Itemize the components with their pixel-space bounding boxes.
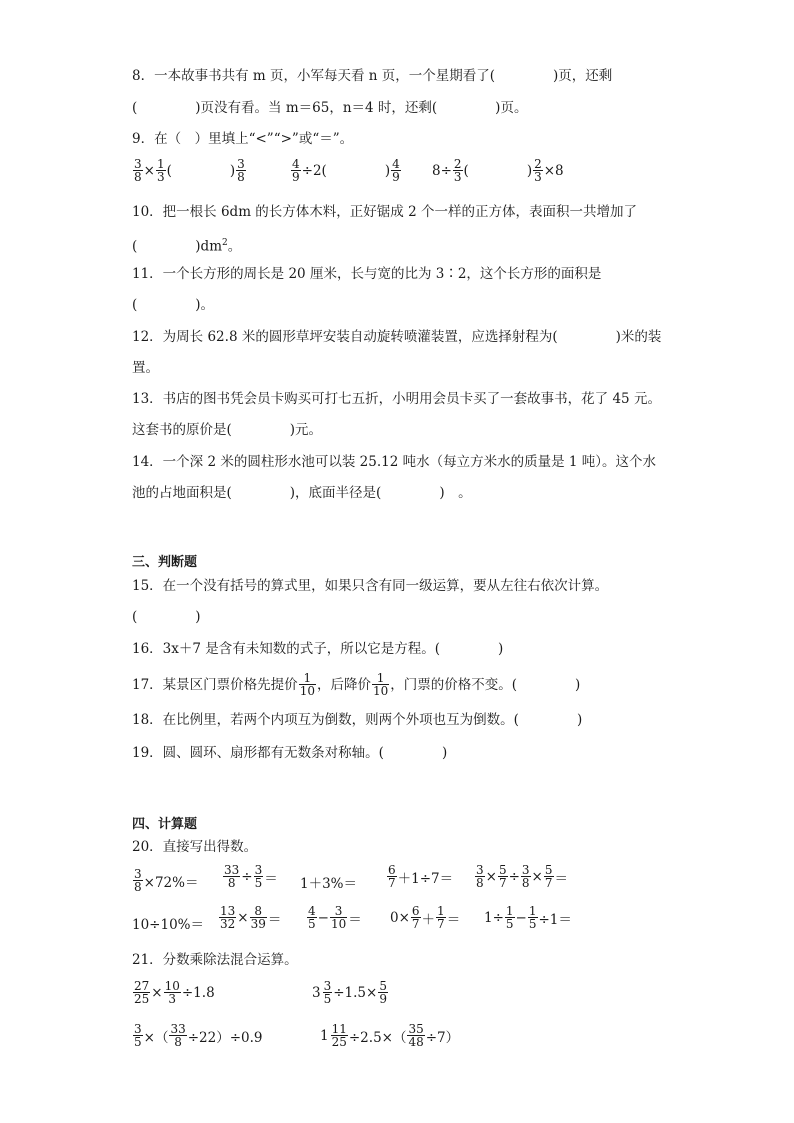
fraction: $\frac{3}{10}$ <box>330 904 347 931</box>
q9-item-3: 8÷ $\frac{2}{3}$ ( ) $\frac{2}{3}$ ×8 <box>432 157 564 184</box>
calc-9: 0× $\frac{6}{7}$ ＋ $\frac{1}{7}$ ＝ <box>390 904 461 931</box>
fraction: $\frac{10}{3}$ <box>164 979 180 1006</box>
fraction: $\frac{33}{8}$ <box>224 863 240 890</box>
fraction: $\frac{3}{8}$ <box>134 867 142 894</box>
question-8-line1: 8．一本故事书共有 m 页，小军每天看 n 页，一个星期看了( )页，还剩 <box>132 68 613 84</box>
fraction: $\frac{2}{3}$ <box>453 157 462 184</box>
fraction: $\frac{1}{10}$ <box>299 671 315 698</box>
question-9-stem: 9．在（ ）里填上“<”“>”或“＝”。 <box>132 131 354 147</box>
fraction: $\frac{4}{9}$ <box>292 157 300 184</box>
question-11-line1: 11．一个长方形的周长是 20 厘米，长与宽的比为 3∶2，这个长方形的面积是 <box>132 266 602 282</box>
mixed-calc-1: $\frac{27}{25}$ × $\frac{10}{3}$ ÷1.8 <box>134 979 215 1006</box>
calc-4: $\frac{6}{7}$ ＋1÷7＝ <box>388 863 454 890</box>
mixed-calc-2: 3 $\frac{3}{5}$ ÷1.5× $\frac{5}{9}$ <box>312 979 387 1006</box>
fraction: $\frac{6}{7}$ <box>388 863 396 890</box>
question-19: 19．圆、圆环、扇形都有无数条对称轴。( ) <box>132 745 448 761</box>
fraction: $\frac{5}{7}$ <box>498 863 507 890</box>
calc-5: $\frac{3}{8}$ × $\frac{5}{7}$ ÷ $\frac{3}{8}$ × $\frac{5}{7}$ ＝ <box>476 863 568 890</box>
fraction: $\frac{5}{9}$ <box>379 979 387 1006</box>
fraction: $\frac{3}{5}$ <box>254 863 263 890</box>
fraction: $\frac{35}{48}$ <box>408 1022 424 1049</box>
fraction: $\frac{13}{32}$ <box>220 904 236 931</box>
fraction: $\frac{4}{5}$ <box>308 904 316 931</box>
q9-item-2: $\frac{4}{9}$ ÷2 ( ) $\frac{4}{9}$ <box>292 157 400 184</box>
calc-6: 10÷10%＝ <box>132 917 204 933</box>
fraction: $\frac{3}{5}$ <box>323 979 332 1006</box>
fraction: $\frac{3}{8}$ <box>237 157 245 184</box>
question-14-line1: 14．一个深 2 米的圆柱形水池可以装 25.12 吨水（每立方米水的质量是 1 吨）。这个水 <box>132 454 657 470</box>
fraction: $\frac{33}{8}$ <box>170 1022 186 1049</box>
fraction: $\frac{27}{25}$ <box>134 979 150 1006</box>
question-15-line1: 15．在一个没有括号的算式里，如果只含有同一级运算，要从左往右依次计算。 <box>132 578 609 594</box>
question-12-line1: 12．为周长 62.8 米的圆形草坪安装自动旋转喷灌装置，应选择射程为( )米的装 <box>132 329 662 345</box>
fraction: $\frac{1}{5}$ <box>528 904 537 931</box>
question-21-stem: 21．分数乘除法混合运算。 <box>132 952 298 968</box>
question-13-line1: 13．书店的图书凭会员卡购买可打七五折，小明用会员卡买了一套故事书，花了 45 元。 <box>132 391 661 407</box>
fraction: $\frac{1}{3}$ <box>156 157 165 184</box>
calc-8: $\frac{4}{5}$ − $\frac{3}{10}$ ＝ <box>308 904 362 931</box>
question-20-stem: 20．直接写出得数。 <box>132 839 258 855</box>
question-8-line2: ( )页没有看。当 m＝65，n＝4 时，还剩( )页。 <box>132 100 528 116</box>
section-3-heading: 三、判断题 <box>132 555 198 570</box>
question-12-line2: 置。 <box>132 360 159 376</box>
calc-2: $\frac{33}{8}$ ÷ $\frac{3}{5}$ ＝ <box>224 863 278 890</box>
fraction: $\frac{3}{8}$ <box>134 157 142 184</box>
fraction: $\frac{1}{7}$ <box>437 904 445 931</box>
section-4-heading: 四、计算题 <box>132 817 198 832</box>
fraction: $\frac{2}{3}$ <box>534 157 542 184</box>
mixed-calc-4: 1 $\frac{11}{25}$ ÷2.5×（ $\frac{35}{48}$ ÷7） <box>320 1022 460 1049</box>
question-10-line2: ( )$dm^2$。 <box>132 238 242 255</box>
mixed-calc-3: $\frac{3}{5}$ ×（ $\frac{33}{8}$ ÷22）÷0.9 <box>134 1022 263 1049</box>
fraction: $\frac{6}{7}$ <box>411 904 420 931</box>
calc-7: $\frac{13}{32}$ × $\frac{8}{39}$ ＝ <box>220 904 282 931</box>
question-17: 17．某景区门票价格先提价 $\frac{1}{10}$ ，后降价 $\frac{1}{10}$ ，门票的价格不变。( ) <box>132 671 581 698</box>
fraction: $\frac{5}{7}$ <box>544 863 553 890</box>
question-16: 16．3x＋7 是含有未知数的式子，所以它是方程。( ) <box>132 641 504 657</box>
calc-10: 1÷ $\frac{1}{5}$ − $\frac{1}{5}$ ÷1＝ <box>484 904 572 931</box>
fraction: $\frac{4}{9}$ <box>392 157 400 184</box>
question-11-line2: ( )。 <box>132 297 215 313</box>
fraction: $\frac{3}{8}$ <box>476 863 484 890</box>
question-15-line2: ( ) <box>132 609 201 625</box>
fraction: $\frac{11}{25}$ <box>331 1022 347 1049</box>
fraction: $\frac{1}{10}$ <box>372 671 389 698</box>
fraction: $\frac{8}{39}$ <box>250 904 266 931</box>
calc-1: $\frac{3}{8}$ ×72%＝ <box>134 867 199 894</box>
question-14-line2: 池的占地面积是( )，底面半径是( ) 。 <box>132 485 472 501</box>
fraction: $\frac{3}{5}$ <box>134 1022 142 1049</box>
question-10-line1: 10．把一根长 6dm 的长方体木料，正好锯成 2 个一样的正方体，表面积一共增加了 <box>132 204 637 220</box>
question-13-line2: 这套书的原价是( )元。 <box>132 422 323 438</box>
calc-3: 1＋3%＝ <box>300 876 358 892</box>
question-18: 18．在比例里，若两个内项互为倒数，则两个外项也互为倒数。( ) <box>132 712 583 728</box>
fraction: $\frac{1}{5}$ <box>505 904 514 931</box>
fraction: $\frac{3}{8}$ <box>521 863 530 890</box>
q9-item-1: $\frac{3}{8}$ × $\frac{1}{3}$ ( ) $\frac{3}{8}$ <box>134 157 245 184</box>
